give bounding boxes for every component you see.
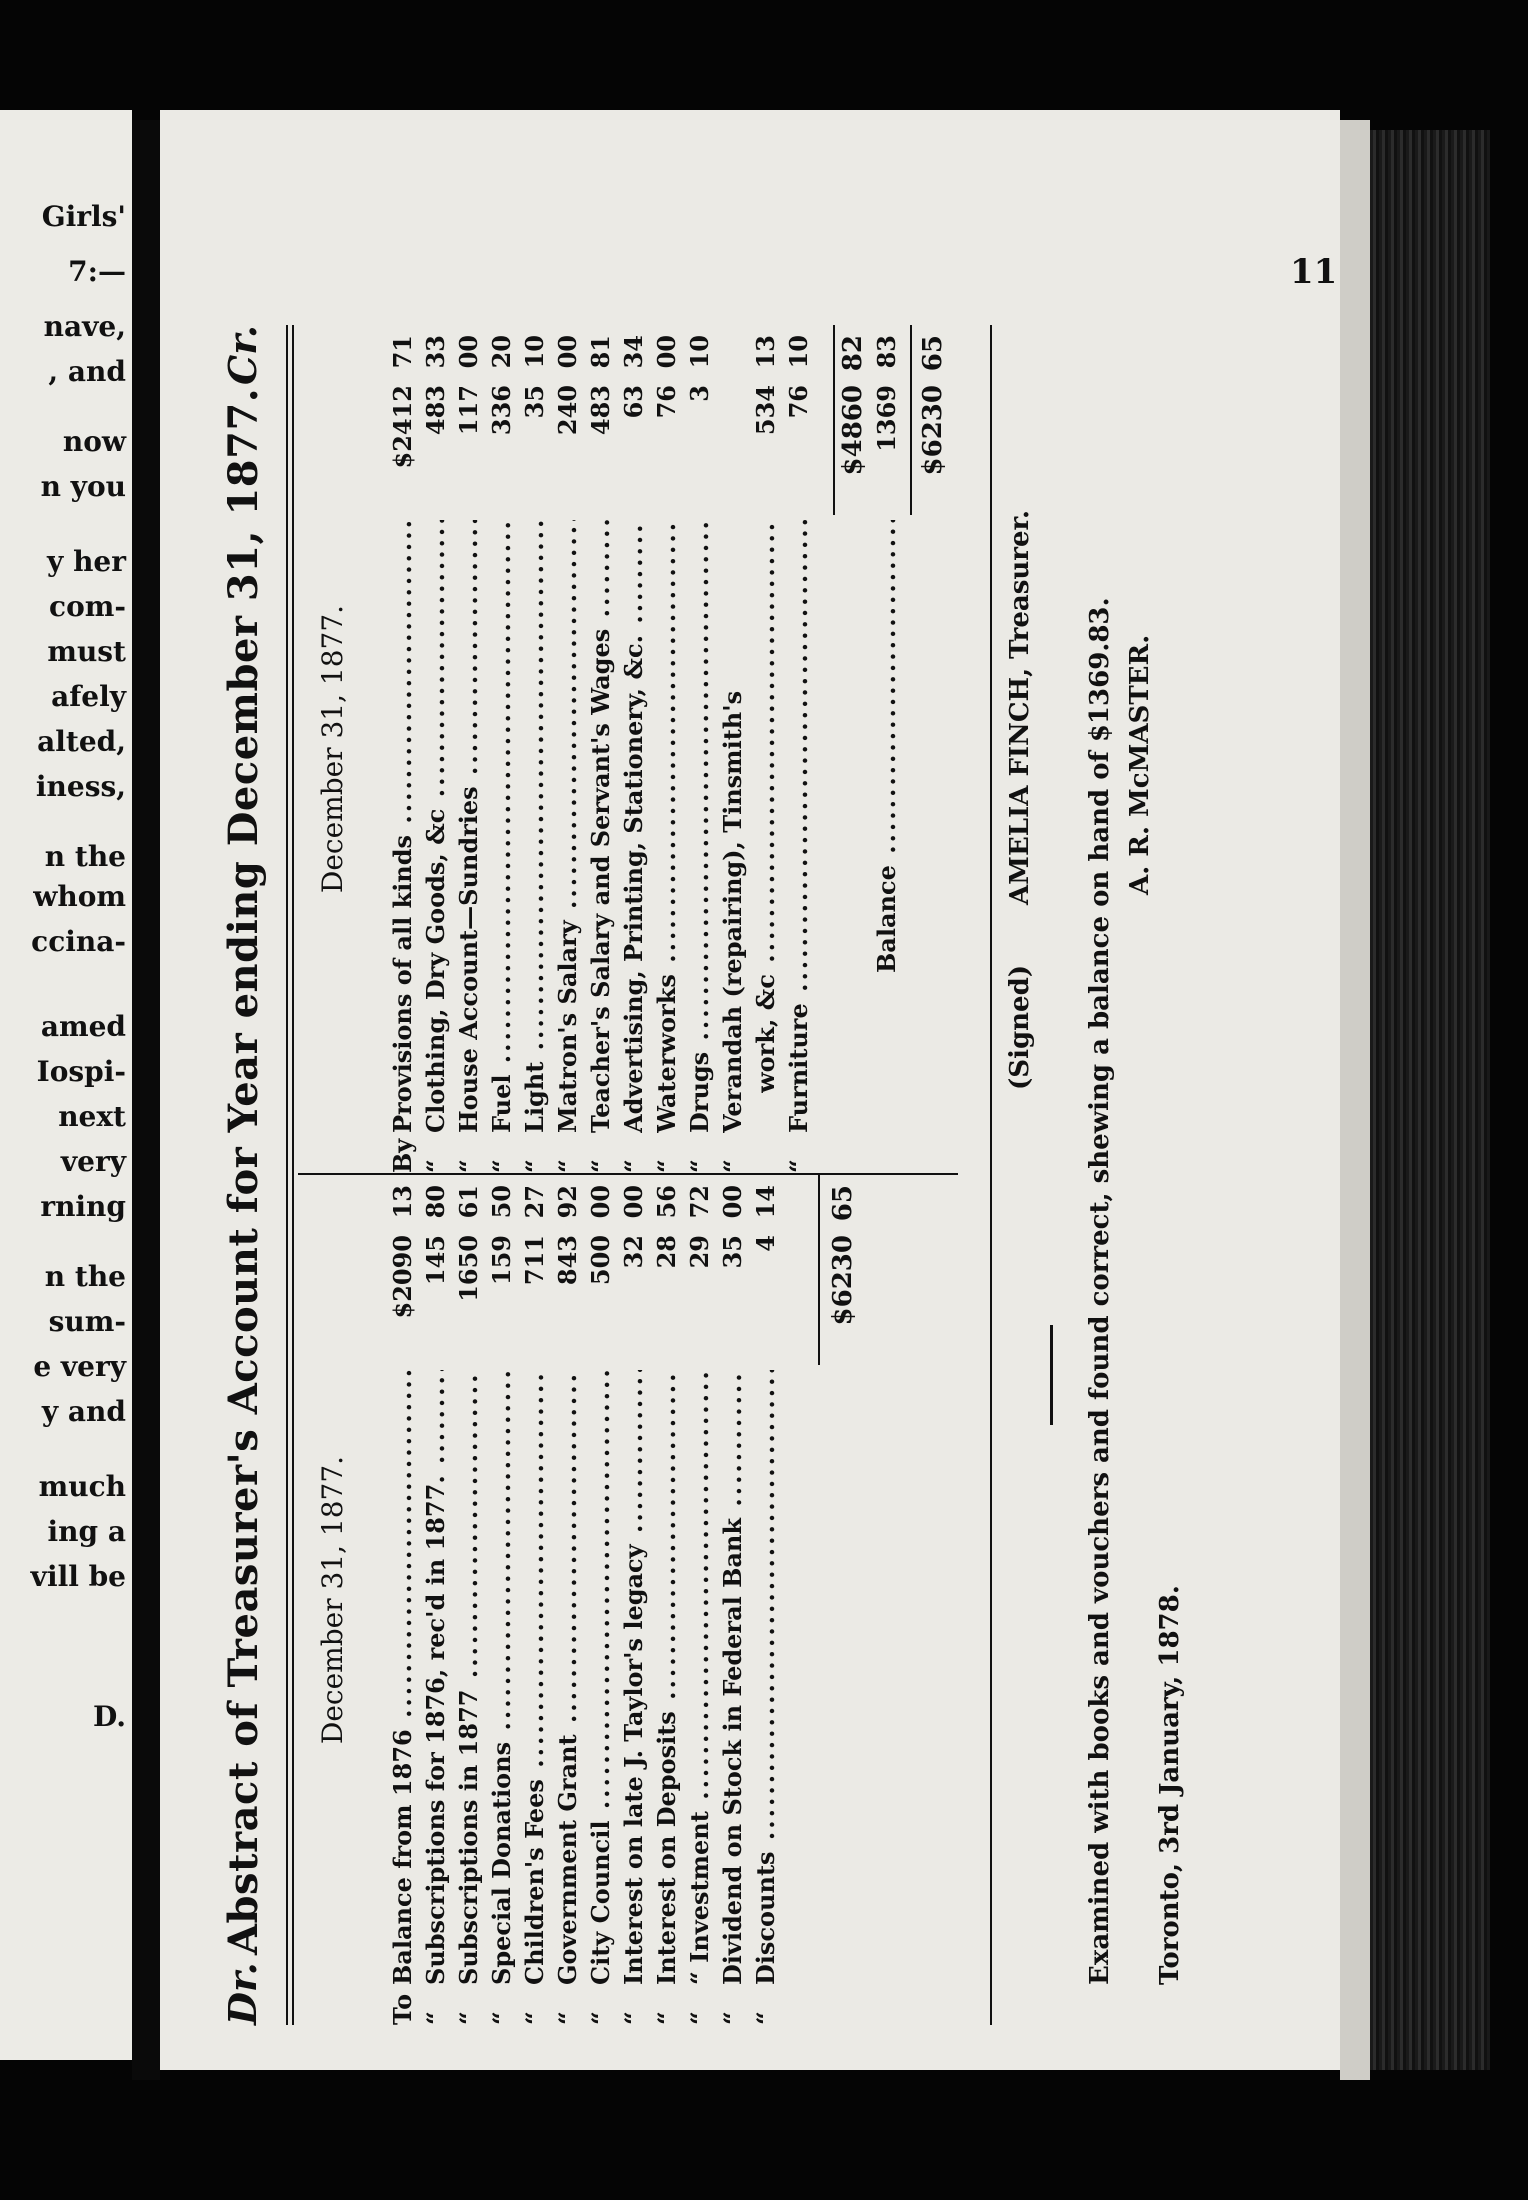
book-spine <box>132 120 160 2080</box>
row-cents: 33 <box>421 335 450 369</box>
left-page-text-fragment: ing a <box>47 1515 126 1548</box>
left-page-text-fragment: must <box>47 635 126 668</box>
row-label: Discounts ..... <box>749 1370 782 1985</box>
row-prefix: “ <box>421 1159 450 1173</box>
total-rule <box>818 1175 820 1365</box>
audit-statement: Examined with books and vouchers and found correct, shewing a balance on hand of $1369.83. <box>1085 597 1115 1985</box>
expenditure-row <box>650 325 683 1173</box>
total-rule <box>910 325 912 515</box>
page-title: Abstract of Treasurer's Account for Year ending December 31, 1877. <box>220 387 267 1955</box>
row-dollars: 35 <box>718 1235 747 1269</box>
row-prefix: “ <box>487 2011 516 2025</box>
left-page-text-fragment: amed <box>40 1010 126 1043</box>
left-page-text-fragment: much <box>38 1470 126 1503</box>
row-prefix: “ <box>454 2011 483 2025</box>
expenditure-row <box>782 325 815 1173</box>
row-cents: 10 <box>685 335 714 369</box>
left-page-text-fragment: next <box>58 1100 126 1133</box>
expenditure-row <box>584 325 617 1173</box>
row-dollars: 500 <box>586 1235 615 1286</box>
left-page-text-fragment: iness, <box>35 770 126 803</box>
row-cents: 13 <box>751 335 780 369</box>
signed-label: (Signed) <box>1005 964 1035 1090</box>
balance-dollars: 1369 <box>872 385 901 452</box>
left-page-text-fragment: sum- <box>48 1305 126 1338</box>
expenditures-total-dollars: $6230 <box>918 385 948 476</box>
row-dollars: 145 <box>421 1235 450 1286</box>
receipt-row <box>584 1175 617 2025</box>
balance-cents: 83 <box>872 335 901 369</box>
row-cents: 00 <box>652 335 681 369</box>
expenditure-row <box>683 325 716 1173</box>
left-page-text-fragment: y her <box>47 545 126 578</box>
row-dollars: 63 <box>619 385 648 419</box>
row-label: Fuel ..... <box>485 520 518 1133</box>
row-dollars: 32 <box>619 1235 648 1269</box>
row-dollars: 35 <box>520 385 549 419</box>
row-cents: 92 <box>553 1185 582 1219</box>
row-prefix: To <box>388 1993 417 2025</box>
left-page-text-fragment: ccina- <box>31 925 126 958</box>
row-prefix: “ <box>553 1159 582 1173</box>
row-dollars: 76 <box>652 385 681 419</box>
row-label: Advertising, Printing, Stationery, &c. ..... <box>617 520 650 1133</box>
receipts-total-dollars: $6230 <box>828 1235 858 1326</box>
row-label: “ Investment ..... <box>683 1370 716 1985</box>
expenditure-row <box>749 325 782 1173</box>
receipt-row <box>683 1175 716 2025</box>
debit-label: Dr. <box>220 1962 265 2025</box>
expenditure-row <box>617 325 650 1173</box>
row-prefix: “ <box>553 2011 582 2025</box>
row-prefix: “ <box>718 1159 747 1173</box>
row-cents: 72 <box>685 1185 714 1219</box>
row-prefix: By <box>388 1138 417 1173</box>
left-page-text-fragment: whom <box>33 880 126 913</box>
receipt-row <box>617 1175 650 2025</box>
row-prefix: “ <box>454 1159 483 1173</box>
subtotal-rule <box>833 325 835 515</box>
subtotal-dollars: $4860 <box>838 385 868 476</box>
expenditure-row <box>485 325 518 1173</box>
row-label: work, &c ..... <box>749 520 782 1093</box>
left-page-text-fragment: y and <box>41 1395 126 1428</box>
receipt-row <box>551 1175 584 2025</box>
row-dollars: 29 <box>685 1235 714 1269</box>
row-dollars: 4 <box>751 1235 780 1252</box>
page-number: 11 <box>1290 252 1338 292</box>
row-cents: 00 <box>586 1185 615 1219</box>
row-cents: 13 <box>388 1185 417 1219</box>
row-label: Children's Fees ..... <box>518 1370 551 1985</box>
left-page-text-fragment: now <box>62 425 126 458</box>
balance-label: Balance ..... <box>870 520 903 973</box>
left-page-text-fragment: vill be <box>30 1560 126 1593</box>
row-cents: 56 <box>652 1185 681 1219</box>
divider <box>292 325 294 2025</box>
row-prefix: “ <box>520 2011 549 2025</box>
left-page-text-fragment: e very <box>33 1350 126 1383</box>
row-label: Waterworks ..... <box>650 520 683 1133</box>
row-prefix: “ <box>487 1159 516 1173</box>
previous-page-edge <box>0 110 132 2060</box>
expenditures-total-cents: 65 <box>918 335 948 372</box>
receipt-row <box>419 1175 452 2025</box>
signature-block <box>1005 325 1205 2025</box>
row-cents: 50 <box>487 1185 516 1219</box>
row-label: Clothing, Dry Goods, &c ..... <box>419 520 452 1133</box>
row-label: Subscriptions for 1876, rec'd in 1877. ..... <box>419 1370 452 1985</box>
expenditures-list <box>386 325 815 1173</box>
left-page-text-fragment: rning <box>40 1190 126 1223</box>
title-row <box>220 325 280 2025</box>
row-prefix: “ <box>685 2011 714 2025</box>
left-page-text-fragment: com- <box>49 590 126 623</box>
row-label: Subscriptions in 1877 ..... <box>452 1370 485 1985</box>
divider <box>990 325 992 2025</box>
row-prefix: “ <box>718 2011 747 2025</box>
receipt-row <box>716 1175 749 2025</box>
left-page-text-fragment: , and <box>48 355 126 388</box>
treasurer-name: AMELIA FINCH, Treasurer. <box>1005 510 1035 905</box>
signature-dash <box>1050 1325 1053 1425</box>
left-page-text-fragment: 7:— <box>68 255 126 288</box>
page-edge <box>1340 120 1370 2080</box>
receipt-row <box>452 1175 485 2025</box>
row-prefix: “ <box>421 2011 450 2025</box>
row-label: Government Grant ..... <box>551 1370 584 1985</box>
row-prefix: “ <box>751 2011 780 2025</box>
row-dollars: 28 <box>652 1235 681 1269</box>
row-cents: 71 <box>388 335 417 369</box>
receipt-row <box>386 1175 419 2025</box>
expenditure-row <box>419 325 452 1173</box>
expenditure-row <box>518 325 551 1173</box>
receipts-date-heading: December 31, 1877. <box>316 1455 349 1745</box>
row-cents: 00 <box>454 335 483 369</box>
row-cents: 80 <box>421 1185 450 1219</box>
row-cents: 81 <box>586 335 615 369</box>
left-page-text-fragment: very <box>60 1145 126 1178</box>
row-dollars: $2090 <box>388 1235 417 1319</box>
auditor-name: A. R. McMASTER. <box>1125 634 1155 895</box>
left-page-text-fragment: afely <box>51 680 126 713</box>
left-page-text-fragment: nave, <box>43 310 126 343</box>
expenditure-row <box>386 325 419 1173</box>
row-cents: 34 <box>619 335 648 369</box>
expenditure-row <box>452 325 485 1173</box>
row-dollars: 1650 <box>454 1235 483 1302</box>
row-prefix: “ <box>784 1159 813 1173</box>
row-dollars: 843 <box>553 1235 582 1286</box>
row-dollars: $2412 <box>388 385 417 469</box>
left-page-text-fragment: alted, <box>37 725 126 758</box>
row-dollars: 483 <box>421 385 450 436</box>
row-dollars: 117 <box>454 385 483 436</box>
subtotal-cents: 82 <box>838 335 868 372</box>
left-page-text-fragment: n you <box>40 470 126 503</box>
row-dollars: 534 <box>751 385 780 436</box>
receipts-column <box>298 1173 958 2025</box>
row-cents: 27 <box>520 1185 549 1219</box>
row-prefix: “ <box>652 2011 681 2025</box>
row-dollars: 240 <box>553 385 582 436</box>
row-label: Matron's Salary ..... <box>551 520 584 1133</box>
receipts-total-cents: 65 <box>828 1185 858 1222</box>
credit-label: Cr. <box>220 325 265 386</box>
row-cents: 00 <box>619 1185 648 1219</box>
row-prefix: “ <box>652 1159 681 1173</box>
row-prefix: “ <box>685 1159 714 1173</box>
expenditure-row <box>716 325 749 1173</box>
left-page-text-fragment: Iospi- <box>36 1055 126 1088</box>
row-cents: 10 <box>784 335 813 369</box>
row-dollars: 159 <box>487 1235 516 1286</box>
row-cents: 00 <box>553 335 582 369</box>
rotated-account-table <box>220 325 1220 2025</box>
row-cents: 00 <box>718 1185 747 1219</box>
receipt-row <box>749 1175 782 2025</box>
row-dollars: 76 <box>784 385 813 419</box>
receipt-row <box>518 1175 551 2025</box>
left-page-text-fragment: n the <box>44 840 126 873</box>
left-page-text-fragment: n the <box>44 1260 126 1293</box>
row-label: Teacher's Salary and Servant's Wages ..... <box>584 520 617 1133</box>
divider <box>286 325 288 2025</box>
row-prefix: “ <box>619 1159 648 1173</box>
row-label: Balance from 1876 ..... <box>386 1370 419 1985</box>
row-dollars: 3 <box>685 385 714 402</box>
place-date: Toronto, 3rd January, 1878. <box>1155 1585 1185 1985</box>
row-cents: 61 <box>454 1185 483 1219</box>
row-label: Interest on Deposits ..... <box>650 1370 683 1985</box>
expenditures-date-heading: December 31, 1877. <box>316 604 349 894</box>
row-dollars: 483 <box>586 385 615 436</box>
row-label: Verandah (repairing), Tinsmith's <box>718 690 747 1133</box>
receipts-list <box>386 1175 782 2025</box>
row-cents: 20 <box>487 335 516 369</box>
expenditures-column <box>298 325 958 1173</box>
row-cents: 14 <box>751 1185 780 1219</box>
left-page-text-fragment: Girls' <box>41 200 126 233</box>
row-dollars: 336 <box>487 385 516 436</box>
row-label: Special Donations ..... <box>485 1370 518 1985</box>
row-prefix: “ <box>586 1159 615 1173</box>
row-label: Interest on late J. Taylor's legacy ..... <box>617 1370 650 1985</box>
row-cents: 10 <box>520 335 549 369</box>
row-label: Drugs ..... <box>683 520 716 1133</box>
row-label: City Council ..... <box>584 1370 617 1985</box>
row-prefix: “ <box>586 2011 615 2025</box>
row-prefix: “ <box>619 2011 648 2025</box>
row-label: Furniture ..... <box>782 520 815 1133</box>
left-page-text-fragment: D. <box>92 1700 126 1733</box>
row-label: Light ..... <box>518 520 551 1133</box>
row-dollars: 711 <box>520 1235 549 1286</box>
row-label: Dividend on Stock in Federal Bank ..... <box>716 1370 749 1985</box>
expenditure-row <box>551 325 584 1173</box>
row-label: Provisions of all kinds ..... <box>386 520 419 1133</box>
balance-row <box>870 325 903 1173</box>
receipt-row <box>485 1175 518 2025</box>
receipt-row <box>650 1175 683 2025</box>
row-prefix: “ <box>520 1159 549 1173</box>
book-block-edge <box>1370 130 1490 2070</box>
row-label: House Account—Sundries ..... <box>452 520 485 1133</box>
